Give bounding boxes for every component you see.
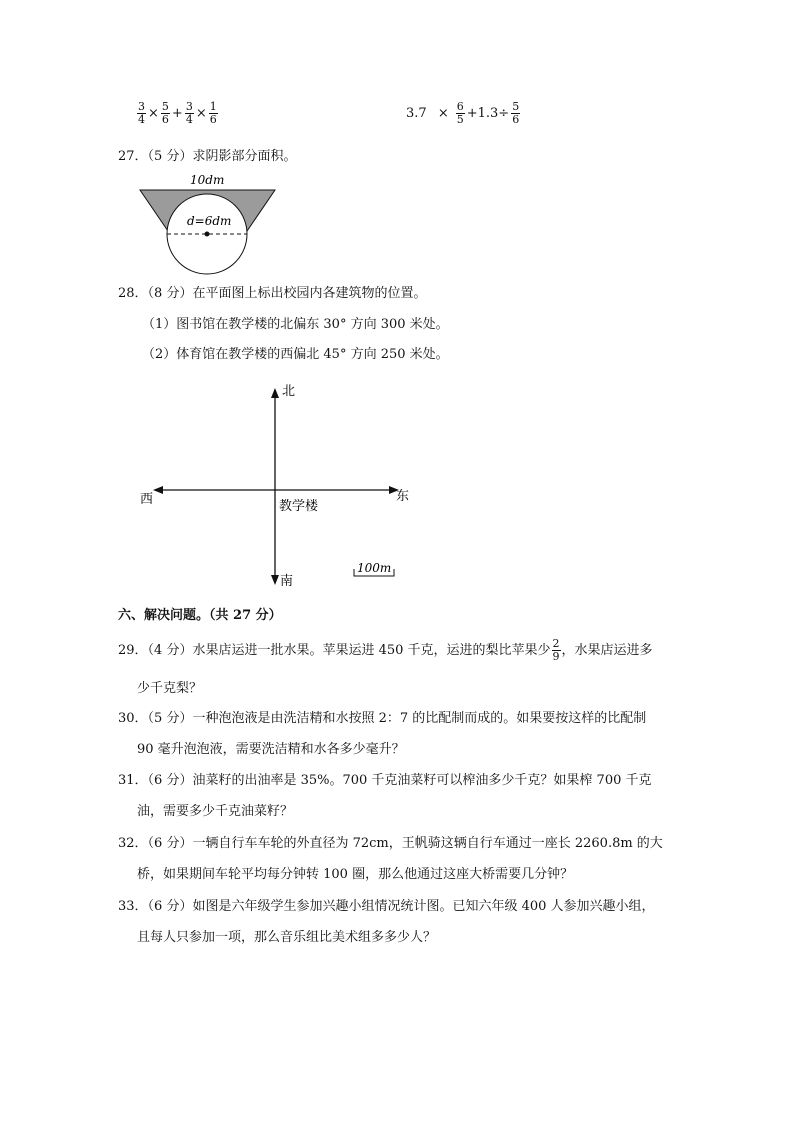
fraction: $\frac{5}{6}$ [161, 100, 169, 126]
question-27: 27．（5 分）求阴影部分面积。 [118, 149, 297, 164]
east-label: 东 [396, 489, 410, 504]
question-33: 33．（6 分）如图是六年级学生参加兴趣小组情况统计图。已知六年级 400 人参加兴趣小组， [118, 899, 655, 914]
top-length-label: 10dm [190, 173, 225, 187]
south-label: 南 [280, 574, 294, 589]
center-building-label: 教学楼 [279, 499, 319, 514]
fraction: $\frac{3}{4}$ [138, 100, 145, 126]
question-32: 32．（6 分）一辆自行车车轮的外直径为 72cm，王帆骑这辆自行车通过一座长 2260.8m 的大 [118, 836, 663, 851]
expression-1: $\frac{3}{4}$ × $\frac{5}{6}$ + $\frac{3}{4}$ × $\frac{1}{6}$ [138, 100, 217, 126]
arrow-left-icon [153, 486, 163, 494]
question-31: 31．（6 分）油菜籽的出油率是 35%。700 千克油菜籽可以榨油多少千克？如果榨 700 千克 [118, 773, 652, 788]
diameter-label: d=6dm [187, 214, 232, 228]
section-heading: 六、解决问题。（共 27 分） [118, 608, 282, 623]
fraction: $\frac{5}{6}$ [512, 100, 520, 126]
question-30-line-2: 90 毫升泡泡液，需要洗洁精和水各多少毫升？ [137, 742, 405, 757]
compass-diagram [135, 378, 415, 593]
center-dot [205, 232, 210, 237]
fraction: $\frac{3}{4}$ [185, 100, 193, 126]
fraction: $\frac{2}{9}$ [552, 637, 560, 663]
question-30: 30．（5 分）一种泡泡液是由洗洁精和水按照 2：7 的比配制而成的。如果要按这样的比配制 [118, 711, 647, 726]
question-28-sub-1: （1）图书馆在教学楼的北偏东 30° 方向 300 米处。 [142, 317, 449, 332]
question-31-line-2: 油，需要多少千克油菜籽？ [137, 804, 294, 819]
expression-2: 3.7 × $\frac{6}{5}$ +1.3÷ $\frac{5}{6}$ [406, 100, 520, 126]
scale-label: 100m [357, 561, 392, 575]
question-28-sub-2: （2）体育馆在教学楼的西偏北 45° 方向 250 米处。 [142, 347, 449, 362]
north-label: 北 [282, 384, 296, 399]
west-label: 西 [140, 492, 154, 507]
arrow-down-icon [271, 575, 279, 585]
question-32-line-2: 桥，如果期间车轮平均每分钟转 100 圈，那么他通过这座大桥需要几分钟？ [137, 867, 574, 882]
question-29: 29．（4 分）水果店运进一批水果。苹果运进 450 千克，运进的梨比苹果少 $\frac{2}{9}$ ，水果店运进多 [118, 637, 653, 663]
fraction: $\frac{1}{6}$ [209, 100, 217, 126]
question-33-line-2: 且每人只参加一项，那么音乐组比美术组多多少人？ [137, 930, 437, 945]
question-29-line-2: 少千克梨？ [137, 681, 203, 696]
arrow-up-icon [271, 388, 279, 398]
fraction: $\frac{6}{5}$ [456, 100, 464, 126]
shaded-area-figure [135, 168, 285, 278]
question-28: 28．（8 分）在平面图上标出校园内各建筑物的位置。 [118, 286, 427, 301]
